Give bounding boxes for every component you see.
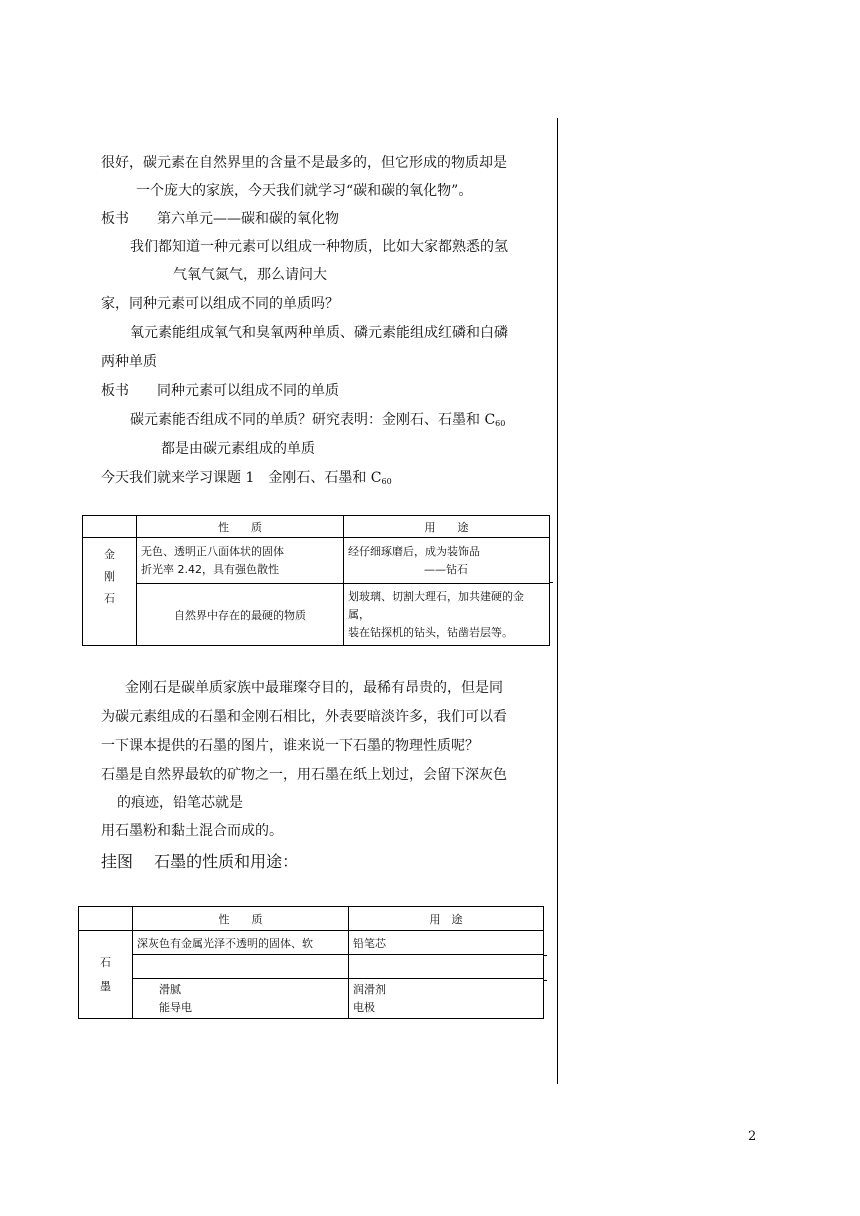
- header-property: 性 质: [133, 907, 349, 931]
- text-line-16: 石墨是自然界最软的矿物之一，用石墨在纸上划过，会留下深灰色: [101, 767, 507, 783]
- graphite-use-1: 铅笔芯: [349, 931, 544, 955]
- diamond-property-2: 自然界中存在的最硬的物质: [137, 584, 344, 646]
- graphite-use-3: 润滑剂 电极: [349, 979, 544, 1019]
- header-use: 用 途: [349, 907, 544, 931]
- board-note-allotropes: 板书 同种元素可以组成不同的单质: [101, 383, 339, 399]
- text-line-8: 两种单质: [101, 354, 157, 370]
- text-line-4: 我们都知道一种元素可以组成一种物质，比如大家都熟悉的氢: [130, 239, 508, 255]
- board-note-unit-title: 板书 第六单元——碳和碳的氧化物: [101, 211, 339, 227]
- table-line-overhang: [549, 582, 553, 583]
- text-line-12: 今天我们就来学习课题 1 金刚石、石墨和 $C_{60}$: [101, 470, 392, 486]
- graphite-table: [78, 906, 544, 1019]
- text-line-14: 为碳元素组成的石墨和金刚石相比，外表要暗淡许多，我们可以看: [101, 709, 507, 725]
- diamond-use-2: 划玻璃、切割大理石，加共建硬的金属， 装在钻探机的钻头，钻凿岩层等。: [344, 584, 550, 646]
- text-line-10: 碳元素能否组成不同的单质？研究表明：金刚石、石墨和 $C_{60}$: [130, 412, 506, 428]
- graphite-property-3: 滑腻 能导电: [133, 979, 349, 1019]
- header-use: 用 途: [344, 516, 550, 538]
- text-line-5: 气氧气氮气，那么请问大: [173, 267, 327, 283]
- margin-rule: [557, 118, 558, 1084]
- diamond-table: [82, 515, 550, 646]
- text-line-11: 都是由碳元素组成的单质: [161, 441, 315, 457]
- text-line-6: 家，同种元素可以组成不同的单质吗？: [101, 296, 339, 312]
- subscript-60: 60: [381, 477, 392, 486]
- graphite-use-2: [349, 955, 544, 979]
- text-line-15: 一下课本提供的石墨的图片，谁来说一下石墨的物理性质呢？: [101, 738, 479, 754]
- row-label-diamond: 金 刚 石: [83, 538, 137, 646]
- diamond-use-1: 经仔细琢磨后，成为装饰品 ——钻石: [344, 538, 550, 584]
- table-line-overhang: [543, 955, 547, 956]
- text-line-18: 用石墨粉和黏土混合而成的。: [101, 823, 283, 839]
- text-line-13: 金刚石是碳单质家族中最璀璨夺目的，最稀有昂贵的，但是同: [125, 680, 503, 696]
- graphite-property-1: 深灰色有金属光泽不透明的固体、软: [133, 931, 349, 955]
- text-line-17: 的痕迹，铅笔芯就是: [117, 795, 243, 811]
- diamond-property-1: 无色、透明正八面体状的固体 折光率 2.42，具有强色散性: [137, 538, 344, 584]
- page-number: 2: [748, 1129, 757, 1144]
- row-label-graphite: 石 墨: [79, 931, 133, 1019]
- text-line-7: 氧元素能组成氧气和臭氧两种单质、磷元素能组成红磷和白磷: [130, 325, 508, 341]
- table-line-overhang: [543, 980, 547, 981]
- text-line-2: 一个庞大的家族，今天我们就学习“碳和碳的氧化物”。: [136, 183, 473, 199]
- wall-chart-caption: 挂图 石墨的性质和用途：: [101, 852, 299, 871]
- header-property: 性 质: [137, 516, 344, 538]
- text-line-1: 很好，碳元素在自然界里的含量不是最多的，但它形成的物质却是: [101, 155, 507, 171]
- graphite-property-2: [133, 955, 349, 979]
- table-corner-cell: [79, 907, 133, 931]
- subscript-60: 60: [495, 419, 506, 428]
- table-corner-cell: [83, 516, 137, 538]
